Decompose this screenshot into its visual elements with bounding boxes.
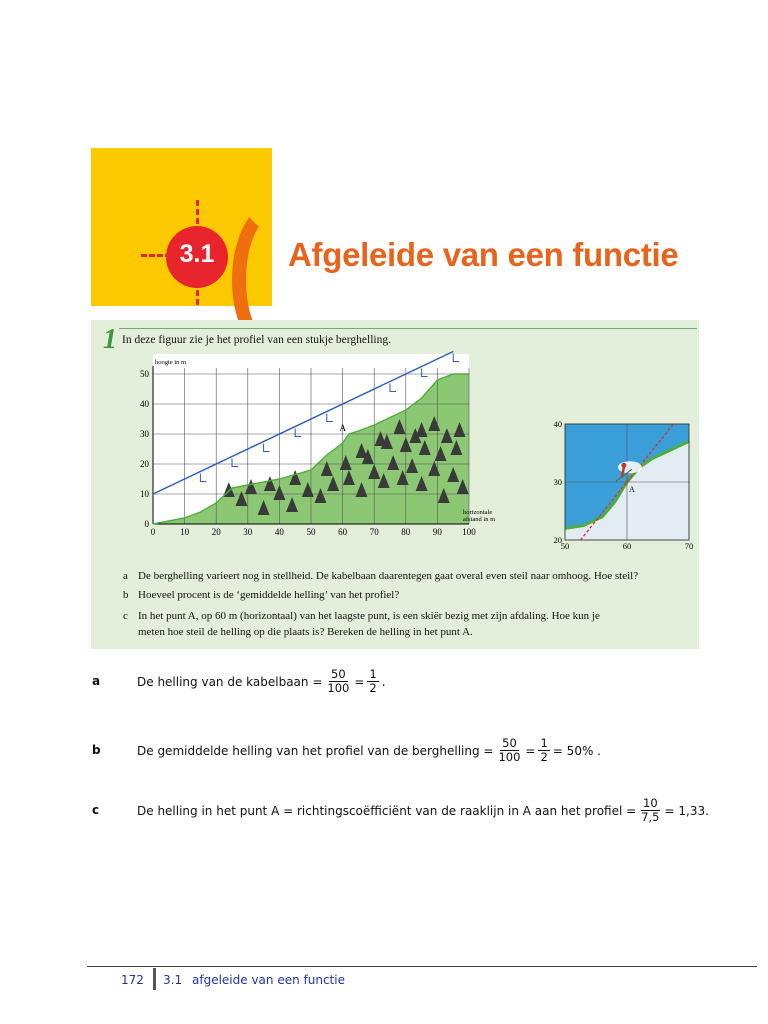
y-tick-label: 20 — [553, 535, 562, 545]
answer-text: De helling van de kabelbaan = — [137, 674, 323, 689]
mountain-profile-chart — [121, 359, 496, 560]
x-tick-label: 50 — [306, 527, 316, 537]
x-tick-label: 0 — [150, 527, 156, 537]
skier-icon — [621, 463, 626, 468]
y-tick-label: 40 — [553, 419, 562, 429]
x-tick-label: 40 — [274, 527, 284, 537]
page-title: Afgeleide van een functie — [288, 236, 679, 273]
x-tick-label: 30 — [243, 527, 253, 537]
footer-separator — [153, 968, 156, 990]
x-tick-label: 50 — [560, 541, 570, 551]
page-number: 172 — [121, 973, 144, 987]
x-tick-label: 70 — [369, 527, 379, 537]
x-tick-label: 60 — [338, 527, 348, 537]
y-tick-label: 20 — [140, 459, 149, 469]
exercise-rule — [119, 328, 697, 329]
question-b: b Hoeveel procent is de ‘gemiddelde helling’ van het profiel? — [123, 589, 400, 601]
section-number: 3.1 — [179, 240, 215, 268]
x-tick-label: 80 — [401, 527, 411, 537]
point-a-label: A — [339, 423, 346, 433]
point-a-label: A — [629, 485, 635, 494]
answer-letter: b — [92, 743, 101, 757]
exercise-number: 1 — [103, 324, 117, 355]
y-tick-label: 30 — [140, 429, 149, 439]
answer-text: De gemiddelde helling van het profiel van de berghelling = — [137, 743, 494, 758]
x-tick-label: 60 — [622, 541, 632, 551]
x-tick-label: 90 — [432, 527, 442, 537]
y-axis-label: hoogte in m — [155, 359, 187, 366]
exercise-intro: In deze figuur zie je het profiel van een stukje berghelling. — [122, 334, 391, 346]
fraction: $\frac{50}{100}$ — [327, 667, 350, 696]
x-tick-label: 70 — [684, 541, 694, 551]
question-c: c In het punt A, op 60 m (horizontaal) van het laagste punt, is een skiër bezig met zijn afdaling. Hoe kun je — [123, 610, 600, 622]
y-tick-label: 0 — [144, 519, 149, 529]
footer-section-number: 3.1 — [163, 973, 183, 987]
fraction: $\frac{10}{7,5}$ — [641, 796, 660, 825]
answer-letter: c — [92, 803, 100, 817]
footer-section-title: afgeleide van een functie — [192, 973, 345, 987]
exercise-box — [91, 320, 699, 649]
y-tick-label: 50 — [140, 369, 149, 379]
x-axis-label: horizontale afstand in m — [463, 509, 496, 523]
ski-slope-inset-chart — [541, 416, 694, 551]
fraction: $\frac{1}{2}$ — [369, 667, 377, 696]
y-tick-label: 40 — [140, 399, 149, 409]
footer-rule — [87, 966, 757, 967]
fraction: $\frac{50}{100}$ — [498, 736, 521, 765]
answer-letter: a — [92, 674, 101, 688]
x-tick-label: 20 — [211, 527, 221, 537]
y-tick-label: 10 — [140, 489, 149, 499]
y-tick-label: 30 — [553, 477, 562, 487]
answer-text: De helling in het punt A = richtingscoëfficiënt van de raaklijn in A aan het profiel = — [137, 803, 637, 818]
question-a: a De berghelling varieert nog in stellheid. De kabelbaan daarentegen gaat overal even steil naar omhoog. Hoe steil? — [123, 570, 639, 582]
x-tick-label: 10 — [180, 527, 190, 537]
fraction: $\frac{1}{2}$ — [540, 736, 548, 765]
question-c-cont: meten hoe steil de helling op die plaats is? Bereken de helling in het punt A. — [138, 626, 473, 638]
section-header-graphic — [91, 148, 272, 306]
x-tick-label: 100 — [462, 527, 476, 537]
